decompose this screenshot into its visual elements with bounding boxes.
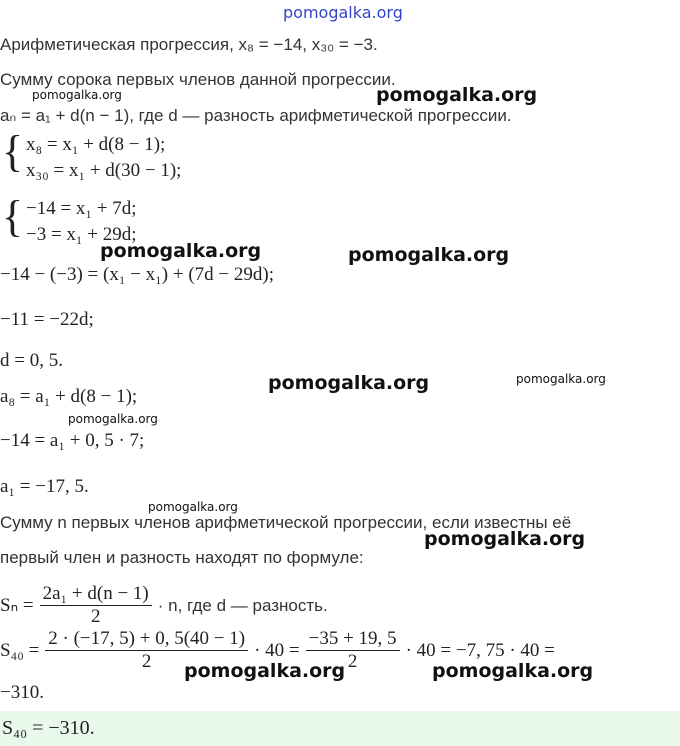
- sum-formula-numerator: 2a₁ + d(n − 1): [40, 583, 152, 606]
- calc-numerator-2: −35 + 19, 5: [306, 628, 400, 651]
- calc-lhs: S₄₀ =: [0, 639, 40, 661]
- question-text: Сумму сорока первых членов данной прогрессии.: [0, 70, 396, 89]
- watermark: pomogalka.org: [100, 240, 262, 262]
- watermark-top-link[interactable]: pomogalka.org: [283, 3, 403, 22]
- answer-text: S₄₀ = −310.: [2, 717, 95, 739]
- calc-numerator-1: 2 · (−17, 5) + 0, 5(40 − 1): [45, 628, 248, 651]
- step-subtract: −14 − (−3) = (x₁ − x₁) + (7d − 29d);: [0, 264, 274, 285]
- step-simplify: −11 = −22d;: [0, 309, 94, 330]
- step-a1-eq: −14 = a₁ + 0, 5 · 7;: [0, 430, 145, 451]
- sum-formula-tail: · n, где d — разность.: [157, 595, 328, 615]
- watermark: pomogalka.org: [184, 660, 346, 682]
- calc-result-line: −310.: [0, 682, 44, 703]
- watermark: pomogalka.org: [432, 660, 594, 682]
- system2-row1: −14 = x₁ + 7d;: [26, 198, 137, 219]
- calc-denominator-1: 2: [141, 651, 152, 672]
- watermark: pomogalka.org: [268, 372, 430, 394]
- step-d-value: d = 0, 5.: [0, 350, 63, 371]
- step-a1-value: a₁ = −17, 5.: [0, 476, 89, 497]
- calc-mid: · 40 =: [254, 639, 300, 661]
- system-brace: {: [2, 192, 24, 241]
- sum-explanation-line1: Сумму n первых членов арифметической прогрессии, если известны её: [0, 513, 572, 532]
- watermark: pomogalka.org: [424, 528, 586, 550]
- sum-explanation-line2: первый член и разность находят по формуле:: [0, 548, 364, 567]
- sum-formula-fraction: [40, 583, 152, 628]
- system2-row2: −3 = x₁ + 29d;: [26, 224, 137, 245]
- watermark: pomogalka.org: [68, 412, 158, 426]
- watermark: pomogalka.org: [516, 372, 606, 386]
- calc-tail: · 40 = −7, 75 · 40 =: [405, 639, 555, 661]
- watermark: pomogalka.org: [348, 244, 510, 266]
- system-brace: {: [2, 127, 24, 176]
- step-a8: a₈ = a₁ + d(8 − 1);: [0, 386, 138, 407]
- sum-formula: [0, 583, 328, 628]
- sum-formula-denominator: 2: [90, 606, 101, 627]
- system1-row1: x₈ = x₁ + d(8 − 1);: [26, 134, 166, 155]
- system1-row2: x₃₀ = x₁ + d(30 − 1);: [26, 160, 182, 181]
- calc-denominator-2: 2: [347, 651, 358, 672]
- formula-line: aₙ = a₁ + d(n − 1), где d — разность арифметической прогрессии.: [0, 106, 512, 125]
- watermark: pomogalka.org: [148, 500, 238, 514]
- answer-box: [0, 711, 680, 746]
- watermark: pomogalka.org: [32, 88, 122, 102]
- condition-text: Арифметическая прогрессия, x₈ = −14, x₃₀ = −3.: [0, 35, 378, 54]
- watermark: pomogalka.org: [376, 84, 538, 106]
- sum-formula-lhs: Sₙ =: [0, 595, 34, 616]
